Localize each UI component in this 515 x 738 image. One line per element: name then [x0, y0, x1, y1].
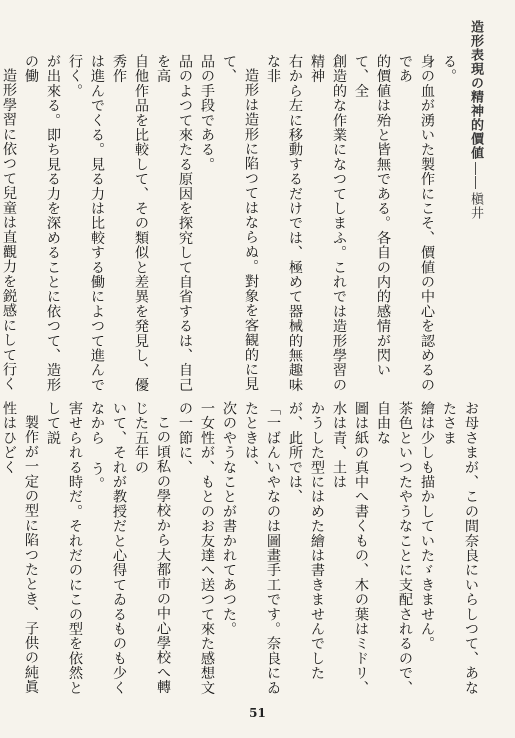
body-line: 一女性が、もとのお友達へ送つて來た感想文の一節に、 [177, 401, 215, 695]
body-line: 次のやうなことが書かれてあつた。 [221, 401, 237, 637]
body-line: 身の血が湧いた製作にこそ、價値の中心を認めるのであ [397, 54, 435, 393]
running-title: 造形表現の精神的價値 [468, 20, 483, 160]
body-line: 圖は紙の真中へ書くもの、木の葉はミドリ、水は青、土は [331, 401, 369, 695]
body-line: 造形は造形に陷つてはならぬ。對象を客観的に見て、 [221, 54, 259, 392]
body-line: 製作が一定の型に陷つたとき、子供の純眞性はひどく [1, 401, 39, 695]
body-line: いて、それが教授だと心得てゐるものも少くなから う。 [89, 401, 127, 695]
body-line: 的價値は殆と皆無である。各自の内的感情が閃いて、全 [353, 54, 391, 378]
body-line: が出來る。即ち見る力を深めることに依つて、造形の働 [23, 54, 61, 393]
body-line: お母さまが、この間奈良にいらしつて、あなたさま [441, 401, 479, 695]
body-line: この頃私の學校から大都市の中心學校へ轉じた五年の [133, 401, 171, 695]
body-line: 自他作品を比較して、その類似と差異を発見し、優秀作 [111, 54, 149, 393]
body-line: 繪は少しも描かしていたゞきません。 [419, 401, 435, 651]
lower-text-block [1, 401, 482, 708]
author-name: 槇井 [468, 192, 483, 220]
page-number: 51 [249, 706, 266, 720]
quote-line: 「一ばんいやなのは圖畫手工です。奈良にゐたときは、 [243, 401, 281, 695]
body-line: 造形學習に依つて兒童は直觀力を鋭感にして行く [1, 68, 17, 392]
body-line: は進んでくる。見る力は比較する働によつて進んで行く。 [67, 54, 105, 393]
body-line: 創造的な作業になつてしまふ。これでは造形學習の精神 [309, 54, 347, 393]
body-line: 茶色といつたやうなことに支配されるので、自由な [375, 401, 413, 695]
body-line: 害せられる時だ。それだのにこの型を依然として説 [45, 401, 83, 695]
header-dash: ―― [468, 162, 483, 190]
body-line: 品の手段である。 [199, 54, 215, 172]
body-line: 右から左に移動するだけでは、極めて器械的無趣味な非 [265, 54, 303, 393]
body-line: かうした型にはめた繪は書きませんでしたが、此所では、 [287, 401, 325, 681]
upper-text-block [1, 54, 460, 406]
body-line: 品のよつて來たる原因を探究して自省するは、自己を高 [155, 54, 193, 393]
body-line: る。 [441, 54, 457, 84]
